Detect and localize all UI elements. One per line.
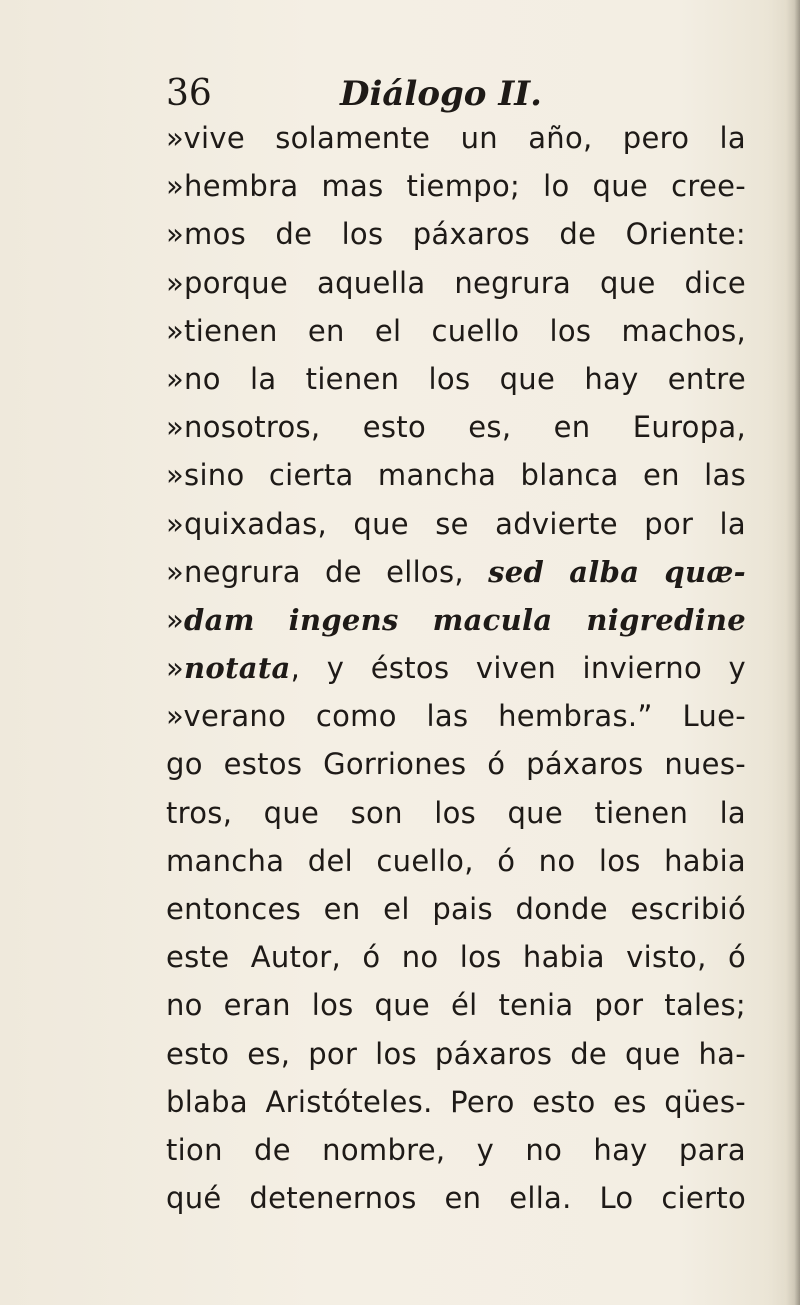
text-line: »dam ingens macula nigredine: [166, 602, 746, 637]
text-line: go estos Gorriones ó páxaros nues-: [166, 747, 746, 782]
body-text: [166, 114, 746, 1222]
text-line: »hembra mas tiempo; lo que cree-: [166, 169, 746, 204]
text-line: »no la tienen los que hay entre: [166, 361, 746, 396]
text-line: »quixadas, que se advierte por la: [166, 506, 746, 541]
text-line: »nosotros, esto es, en Europa,: [166, 410, 746, 445]
text-line: no eran los que él tenia por tales;: [166, 988, 746, 1023]
text-line: blaba Aristóteles. Pero esto es qües-: [166, 1084, 746, 1119]
text-line: tion de nombre, y no hay para: [166, 1132, 746, 1167]
text-line: »vive solamente un año, pero la: [166, 121, 746, 155]
text-line: entonces en el pais donde escribió: [166, 892, 746, 926]
page-number: 36: [166, 73, 212, 114]
text-line: qué detenernos en ella. Lo cierto: [166, 1181, 746, 1216]
latin-quote: notata: [184, 651, 291, 686]
text-line: mancha del cuello, ó no los habia: [166, 843, 746, 878]
text-line: este Autor, ó no los habia visto, ó: [166, 940, 746, 975]
text-line: »negrura de ellos, sed alba quæ-: [166, 554, 747, 589]
text-line: esto es, por los páxaros de que ha-: [166, 1036, 746, 1071]
latin-quote: sed alba quæ-: [488, 554, 747, 589]
text-line: tros, que son los que tienen la: [166, 795, 746, 830]
text-line: »porque aquella negrura que dice: [166, 265, 746, 300]
page-header: [166, 70, 666, 118]
text-line: »notata, y éstos viven invierno y: [166, 651, 746, 686]
text-line: »verano como las hembras.” Lue-: [166, 699, 746, 734]
running-head: Diálogo II.: [340, 74, 542, 114]
text-line: »mos de los páxaros de Oriente:: [166, 217, 746, 252]
page-edge-shadow: [786, 0, 800, 1305]
text-line: »sino cierta mancha blanca en las: [166, 458, 746, 493]
text-line: »tienen en el cuello los machos,: [166, 313, 746, 348]
latin-quote: dam ingens macula nigredine: [184, 602, 746, 637]
